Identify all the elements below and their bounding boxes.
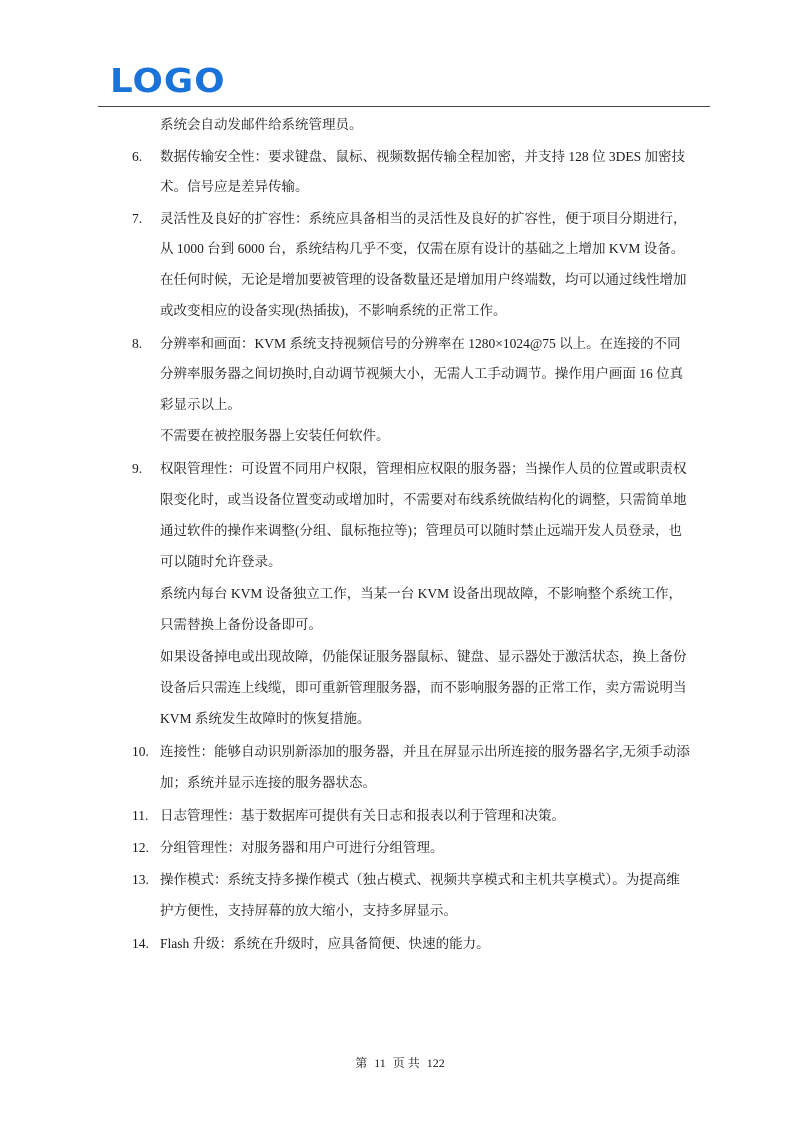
- intro-line: 系统会自动发邮件给系统管理员。: [160, 117, 363, 132]
- item-line: 通过软件的操作来调整(分组、鼠标拖拉等)；管理员可以随时禁止远端开发人员登录，也: [160, 523, 682, 538]
- item-number: 10.: [132, 744, 149, 759]
- item-line: 分辨率和画面：KVM 系统支持视频信号的分辨率在 1280×1024@75 以上。在连接的不同: [160, 336, 681, 351]
- footer-middle: 页 共: [392, 1056, 420, 1070]
- item-line: 护方便性，支持屏幕的放大缩小，支持多屏显示。: [160, 903, 457, 918]
- item-line: KVM 系统发生故障时的恢复措施。: [160, 711, 371, 726]
- item-line: 分组管理性：对服务器和用户可进行分组管理。: [160, 840, 444, 855]
- item-line: 灵活性及良好的扩容性：系统应具备相当的灵活性及良好的扩容性，便于项目分期进行，: [160, 211, 687, 226]
- item-line: 可以随时允许登录。: [160, 554, 282, 569]
- footer-page-number: 11: [374, 1056, 386, 1070]
- item-number: 6.: [132, 149, 143, 164]
- item-line: 设备后只需连上线缆，即可重新管理服务器，而不影响服务器的正常工作，卖方需说明当: [160, 680, 687, 695]
- item-number: 14.: [132, 936, 149, 951]
- page-header: [110, 61, 710, 108]
- item-line: 从 1000 台到 6000 台，系统结构几乎不变，仅需在原有设计的基础之上增加 KVM 设备。: [160, 241, 685, 256]
- footer-total-pages: 122: [426, 1056, 445, 1070]
- item-number: 7.: [132, 211, 143, 226]
- item-line: Flash 升级：系统在升级时，应具备简便、快速的能力。: [160, 936, 490, 951]
- item-number: 8.: [132, 336, 143, 351]
- item-line: 数据传输安全性：要求键盘、鼠标、视频数据传输全程加密，并支持 128 位 3DES 加密技: [160, 149, 686, 164]
- item-number: 9.: [132, 461, 143, 476]
- item-line: 限变化时，或当设备位置变动或增加时，不需要对布线系统做结构化的调整，只需简单地: [160, 492, 687, 507]
- item-line: 系统内每台 KVM 设备独立工作，当某一台 KVM 设备出现故障，不影响整个系统工作，: [160, 586, 683, 601]
- item-line: 权限管理性：可设置不同用户权限，管理相应权限的服务器；当操作人员的位置或职责权: [160, 461, 687, 476]
- header-divider: [98, 106, 710, 107]
- item-number: 13.: [132, 872, 149, 887]
- company-logo: LOGO: [110, 61, 226, 100]
- item-line: 只需替换上备份设备即可。: [160, 617, 322, 632]
- item-line: 日志管理性：基于数据库可提供有关日志和报表以利于管理和决策。: [160, 808, 565, 823]
- item-line: 在任何时候，无论是增加要被管理的设备数量还是增加用户终端数，均可以通过线性增加: [160, 272, 687, 287]
- item-line: 加；系统并显示连接的服务器状态。: [160, 775, 376, 790]
- item-line: 术。信号应是差异传输。: [160, 179, 309, 194]
- item-line: 分辨率服务器之间切换时,自动调节视频大小，无需人工手动调节。操作用户画面 16 位真: [160, 366, 684, 381]
- item-line: 操作模式：系统支持多操作模式（独占模式、视频共享模式和主机共享模式）。为提高维: [160, 872, 680, 887]
- item-line: 连接性：能够自动识别新添加的服务器，并且在屏显示出所连接的服务器名字,无须手动添: [160, 744, 690, 759]
- item-line: 或改变相应的设备实现(热插拔)，不影响系统的正常工作。: [160, 303, 507, 318]
- item-line: 不需要在被控服务器上安装任何软件。: [160, 428, 390, 443]
- item-number: 12.: [132, 840, 149, 855]
- footer-prefix: 第: [355, 1056, 368, 1070]
- item-number: 11.: [132, 808, 149, 823]
- item-line: 如果设备掉电或出现故障，仍能保证服务器鼠标、键盘、显示器处于激活状态，换上备份: [160, 649, 687, 664]
- item-line: 彩显示以上。: [160, 397, 241, 412]
- page-footer: [0, 1054, 800, 1072]
